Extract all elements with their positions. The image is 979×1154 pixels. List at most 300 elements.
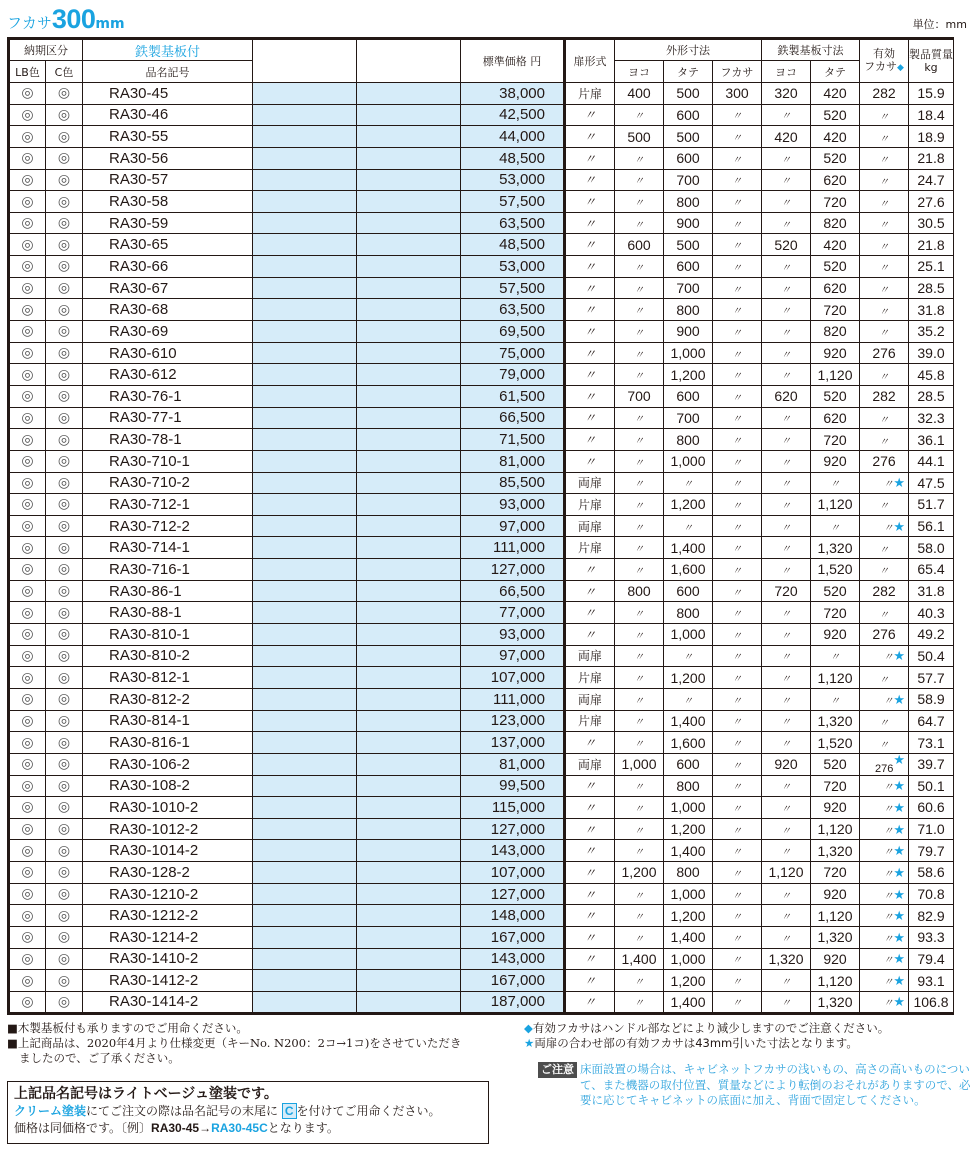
note-text: 木製基板付も承りますのでご用命ください。 [17,1021,248,1035]
blank-cell [357,840,461,862]
door-type-cell: 〃 [565,169,615,191]
depth-cell: 〃 [713,840,762,862]
c-color-mark: ◎ [46,147,83,169]
blank-cell [357,472,461,494]
plate-height-cell: 920 [811,624,860,646]
plate-height-cell: 520 [811,256,860,278]
weight-cell: 93.1 [909,970,954,992]
height-cell: 1,200 [664,970,713,992]
blank-cell [357,169,461,191]
width-cell: 〃 [615,926,664,948]
weight-cell: 21.8 [909,147,954,169]
blank-cell [253,667,357,689]
width-cell: 1,200 [615,862,664,884]
table-row [9,126,954,148]
table-row [9,559,954,581]
plate-height-cell: 〃 [811,515,860,537]
model-code: RA30-86-1 [83,580,253,602]
lb-color-mark: ◎ [9,126,46,148]
plate-width-cell: 〃 [762,840,811,862]
blank-cell [357,624,461,646]
weight-cell: 39.7 [909,753,954,775]
height-cell: 600 [664,753,713,775]
width-cell: 〃 [615,342,664,364]
plate-width-cell: 1,320 [762,948,811,970]
height-cell: 600 [664,147,713,169]
blank-cell [357,775,461,797]
depth-cell: 〃 [713,429,762,451]
model-code: RA30-1212-2 [83,905,253,927]
plate-width-cell: 〃 [762,559,811,581]
weight-cell: 32.3 [909,407,954,429]
table-row [9,450,954,472]
table-row [9,624,954,646]
model-code: RA30-68 [83,299,253,321]
c-color-mark: ◎ [46,429,83,451]
blank-cell [253,688,357,710]
star-icon: ★ [893,843,905,859]
model-code: RA30-816-1 [83,732,253,754]
lb-color-mark: ◎ [9,256,46,278]
plate-width-cell: 〃 [762,710,811,732]
blank-cell [253,450,357,472]
price-cell: 42,500 [461,104,565,126]
plate-width-cell: 〃 [762,277,811,299]
plate-height-cell: 1,320 [811,840,860,862]
price-cell: 69,500 [461,321,565,343]
plate-width-cell: 〃 [762,104,811,126]
model-code: RA30-1210-2 [83,883,253,905]
c-color-mark: ◎ [46,797,83,819]
plate-width-cell: 〃 [762,818,811,840]
blank-cell [253,775,357,797]
blank-cell [253,83,357,105]
star-icon: ★ [893,929,905,945]
weight-cell: 58.9 [909,688,954,710]
color-info-box [7,1081,489,1144]
height-cell: 1,000 [664,883,713,905]
width-cell: 〃 [615,818,664,840]
table-row [9,515,954,537]
height-cell: 1,000 [664,948,713,970]
eff-depth-cell [860,688,909,710]
star-icon: ★ [893,691,905,707]
blank-cell [253,385,357,407]
plate-height-cell: 1,120 [811,905,860,927]
door-type-cell: 〃 [565,580,615,602]
plate-width-cell: 〃 [762,991,811,1013]
plate-height-cell: 920 [811,450,860,472]
price-cell: 187,000 [461,991,565,1013]
color-box-text: にてご注文の際は品名記号の末尾に [86,1104,279,1118]
c-color-mark: ◎ [46,299,83,321]
depth-cell: 〃 [713,559,762,581]
blank-cell [253,818,357,840]
table-row [9,710,954,732]
table-row [9,797,954,819]
note-text: 有効フカサはハンドル部などにより減少しますのでご注意ください。 [532,1021,890,1035]
depth-cell: 〃 [713,364,762,386]
model-code: RA30-69 [83,321,253,343]
plate-width-cell: 520 [762,234,811,256]
eff-depth-cell [860,126,909,148]
lb-color-mark: ◎ [9,515,46,537]
blank-cell [253,559,357,581]
width-cell: 〃 [615,775,664,797]
depth-cell: 〃 [713,645,762,667]
weight-cell: 30.5 [909,212,954,234]
model-code: RA30-65 [83,234,253,256]
width-cell: 〃 [615,559,664,581]
lb-color-mark: ◎ [9,797,46,819]
table-row [9,169,954,191]
plate-height-cell: 820 [811,321,860,343]
depth-cell: 〃 [713,883,762,905]
plate-height-cell: 1,120 [811,494,860,516]
plate-height-cell: 1,120 [811,818,860,840]
height-cell: 800 [664,429,713,451]
blank-cell [357,926,461,948]
c-color-mark: ◎ [46,256,83,278]
depth-cell: 〃 [713,688,762,710]
plate-height-cell: 720 [811,775,860,797]
eff-depth-value: 〃 [883,998,894,1010]
cream-paint-label: クリーム塗装 [14,1104,87,1118]
c-color-mark: ◎ [46,212,83,234]
door-type-cell: 〃 [565,212,615,234]
plate-width-cell: 〃 [762,299,811,321]
plate-width-cell: 1,120 [762,862,811,884]
width-cell: 〃 [615,883,664,905]
table-row [9,645,954,667]
depth-cell: 〃 [713,256,762,278]
eff-depth-cell [860,645,909,667]
c-suffix-badge: C [282,1103,297,1119]
lb-color-mark: ◎ [9,775,46,797]
weight-cell: 47.5 [909,472,954,494]
width-cell: 700 [615,385,664,407]
eff-depth-cell [860,407,909,429]
eff-depth-value: 〃 [883,890,894,902]
title-unit: mm [95,16,125,32]
table-row [9,342,954,364]
plate-height-cell: 1,520 [811,559,860,581]
color-box-text: となります。 [267,1121,339,1135]
blank-cell [357,234,461,256]
price-cell: 93,000 [461,494,565,516]
c-color-mark: ◎ [46,559,83,581]
plate-width-cell: 420 [762,126,811,148]
blank-cell [253,537,357,559]
price-cell: 97,000 [461,645,565,667]
price-cell: 53,000 [461,169,565,191]
table-row [9,948,954,970]
plate-width-cell: 〃 [762,515,811,537]
plate-width-cell: 〃 [762,688,811,710]
lb-color-mark: ◎ [9,970,46,992]
blank-cell [357,948,461,970]
eff-depth-cell [860,602,909,624]
height-cell: 1,200 [664,494,713,516]
blank-cell [357,321,461,343]
door-type-cell: 〃 [565,147,615,169]
lb-color-mark: ◎ [9,169,46,191]
plate-height-cell: 1,320 [811,537,860,559]
eff-depth-cell [860,191,909,213]
plate-height-cell: 420 [811,234,860,256]
depth-cell: 〃 [713,797,762,819]
table-row [9,256,954,278]
c-color-mark: ◎ [46,104,83,126]
plate-height-cell: 〃 [811,688,860,710]
plate-width-cell: 〃 [762,537,811,559]
weight-cell: 45.8 [909,364,954,386]
plate-height-cell: 720 [811,299,860,321]
blank-cell [253,797,357,819]
blank-cell [357,797,461,819]
height-cell: 〃 [664,515,713,537]
header-weight [909,39,954,83]
eff-depth-value: 〃 [879,285,889,297]
model-code: RA30-67 [83,277,253,299]
plate-height-cell: 420 [811,83,860,105]
price-cell: 127,000 [461,818,565,840]
eff-depth-cell [860,624,909,646]
door-type-cell: 〃 [565,450,615,472]
plate-height-cell: 1,320 [811,710,860,732]
lb-color-mark: ◎ [9,602,46,624]
header-plate-width: ヨコ [762,61,811,83]
table-row [9,883,954,905]
weight-cell: 57.7 [909,667,954,689]
price-cell: 143,000 [461,948,565,970]
table-row [9,840,954,862]
plate-width-cell: 〃 [762,732,811,754]
weight-cell: 50.1 [909,775,954,797]
blank-cell [357,970,461,992]
height-cell: 800 [664,775,713,797]
width-cell: 〃 [615,407,664,429]
width-cell: 〃 [615,494,664,516]
eff-depth-cell [860,732,909,754]
blank-cell [357,299,461,321]
width-cell: 〃 [615,212,664,234]
example-model: RA30-45 [151,1121,200,1135]
model-code: RA30-1410-2 [83,948,253,970]
depth-cell: 〃 [713,104,762,126]
lb-color-mark: ◎ [9,753,46,775]
plate-height-cell: 1,120 [811,970,860,992]
lb-color-mark: ◎ [9,342,46,364]
weight-cell: 71.0 [909,818,954,840]
eff-depth-cell [860,818,909,840]
plate-width-cell: 〃 [762,169,811,191]
color-box-line2 [14,1103,482,1120]
door-type-cell: 両扉 [565,645,615,667]
blank-cell [253,753,357,775]
header-c-color: C色 [46,61,83,83]
c-color-mark: ◎ [46,385,83,407]
lb-color-mark: ◎ [9,83,46,105]
door-type-cell: 〃 [565,775,615,797]
eff-depth-cell [860,104,909,126]
depth-cell: 〃 [713,234,762,256]
plate-height-cell: 520 [811,385,860,407]
c-color-mark: ◎ [46,277,83,299]
plate-width-cell: 620 [762,385,811,407]
lb-color-mark: ◎ [9,537,46,559]
eff-depth-cell [860,862,909,884]
depth-cell: 〃 [713,450,762,472]
price-cell: 81,000 [461,450,565,472]
lb-color-mark: ◎ [9,818,46,840]
width-cell: 〃 [615,515,664,537]
weight-cell: 27.6 [909,191,954,213]
table-row [9,385,954,407]
weight-cell: 15.9 [909,83,954,105]
height-cell: 500 [664,126,713,148]
door-type-cell: 〃 [565,862,615,884]
price-cell: 57,500 [461,191,565,213]
caution-note [538,1062,978,1109]
star-icon: ★ [893,475,905,491]
plate-width-cell: 〃 [762,450,811,472]
eff-depth-value: 〃 [883,955,894,967]
door-type-cell: 〃 [565,926,615,948]
height-cell: 1,200 [664,364,713,386]
notes-left [7,1021,502,1066]
lb-color-mark: ◎ [9,321,46,343]
lb-color-mark: ◎ [9,385,46,407]
door-type-cell: 〃 [565,797,615,819]
depth-cell: 〃 [713,732,762,754]
model-code: RA30-1014-2 [83,840,253,862]
weight-cell: 93.3 [909,926,954,948]
eff-depth-value: 〃 [883,652,894,664]
plate-height-cell: 1,520 [811,732,860,754]
plate-width-cell: 320 [762,83,811,105]
height-cell: 1,400 [664,537,713,559]
price-cell: 53,000 [461,256,565,278]
notes-right [524,1021,974,1051]
model-code: RA30-810-1 [83,624,253,646]
width-cell: 〃 [615,537,664,559]
plate-width-cell: 〃 [762,256,811,278]
header-delivery: 納期区分 [9,39,83,61]
plate-width-cell: 〃 [762,645,811,667]
depth-cell: 〃 [713,472,762,494]
door-type-cell: 〃 [565,559,615,581]
width-cell: 〃 [615,905,664,927]
height-cell: 1,000 [664,624,713,646]
eff-depth-cell [860,580,909,602]
header-eff-depth [860,39,909,83]
height-cell: 600 [664,385,713,407]
price-cell: 137,000 [461,732,565,754]
width-cell: 〃 [615,645,664,667]
price-cell: 167,000 [461,970,565,992]
blank-cell [357,862,461,884]
blank-cell [357,732,461,754]
table-row [9,537,954,559]
price-table [7,37,954,1015]
plate-height-cell: 1,320 [811,991,860,1013]
model-code: RA30-1012-2 [83,818,253,840]
c-color-mark: ◎ [46,126,83,148]
width-cell: 〃 [615,191,664,213]
c-color-mark: ◎ [46,970,83,992]
blank-cell [357,537,461,559]
plate-height-cell: 720 [811,191,860,213]
depth-cell: 〃 [713,169,762,191]
plate-width-cell: 〃 [762,191,811,213]
blank-cell [253,580,357,602]
width-cell: 〃 [615,732,664,754]
height-cell: 800 [664,299,713,321]
star-icon: ★ [893,518,905,534]
note-wooden-plate [7,1021,502,1036]
table-row [9,667,954,689]
plate-height-cell: 1,120 [811,667,860,689]
star-icon: ★ [893,864,905,880]
door-type-cell: 片扉 [565,494,615,516]
blank-cell [253,256,357,278]
c-color-mark: ◎ [46,515,83,537]
width-cell: 〃 [615,104,664,126]
plate-width-cell: 〃 [762,407,811,429]
plate-height-cell: 920 [811,883,860,905]
c-color-mark: ◎ [46,840,83,862]
blank-cell [253,732,357,754]
blank-cell [357,385,461,407]
height-cell: 1,400 [664,926,713,948]
eff-depth-value: 〃 [879,176,889,188]
lb-color-mark: ◎ [9,472,46,494]
table-row [9,970,954,992]
eff-depth-value: 〃 [883,933,894,945]
eff-depth-value: 〃 [883,868,894,880]
blank-cell [357,753,461,775]
eff-depth-cell [860,926,909,948]
blank-cell [357,407,461,429]
table-row [9,234,954,256]
width-cell: 〃 [615,321,664,343]
plate-width-cell: 〃 [762,775,811,797]
header-width: ヨコ [615,61,664,83]
eff-depth-cell [860,753,909,775]
blank-cell [253,602,357,624]
eff-depth-value: 〃 [879,544,889,556]
lb-color-mark: ◎ [9,234,46,256]
model-code: RA30-46 [83,104,253,126]
height-cell: 800 [664,602,713,624]
depth-cell: 〃 [713,667,762,689]
height-cell: 600 [664,104,713,126]
blank-cell [357,256,461,278]
weight-cell: 44.1 [909,450,954,472]
header-depth: フカサ [713,61,762,83]
depth-cell: 〃 [713,299,762,321]
square-bullet-icon: ■ [7,1036,18,1050]
star-icon: ★ [893,778,905,794]
weight-cell: 58.6 [909,862,954,884]
blank-cell [253,862,357,884]
blank-cell [253,970,357,992]
door-type-cell: 〃 [565,624,615,646]
price-cell: 48,500 [461,147,565,169]
lb-color-mark: ◎ [9,883,46,905]
table-row [9,775,954,797]
